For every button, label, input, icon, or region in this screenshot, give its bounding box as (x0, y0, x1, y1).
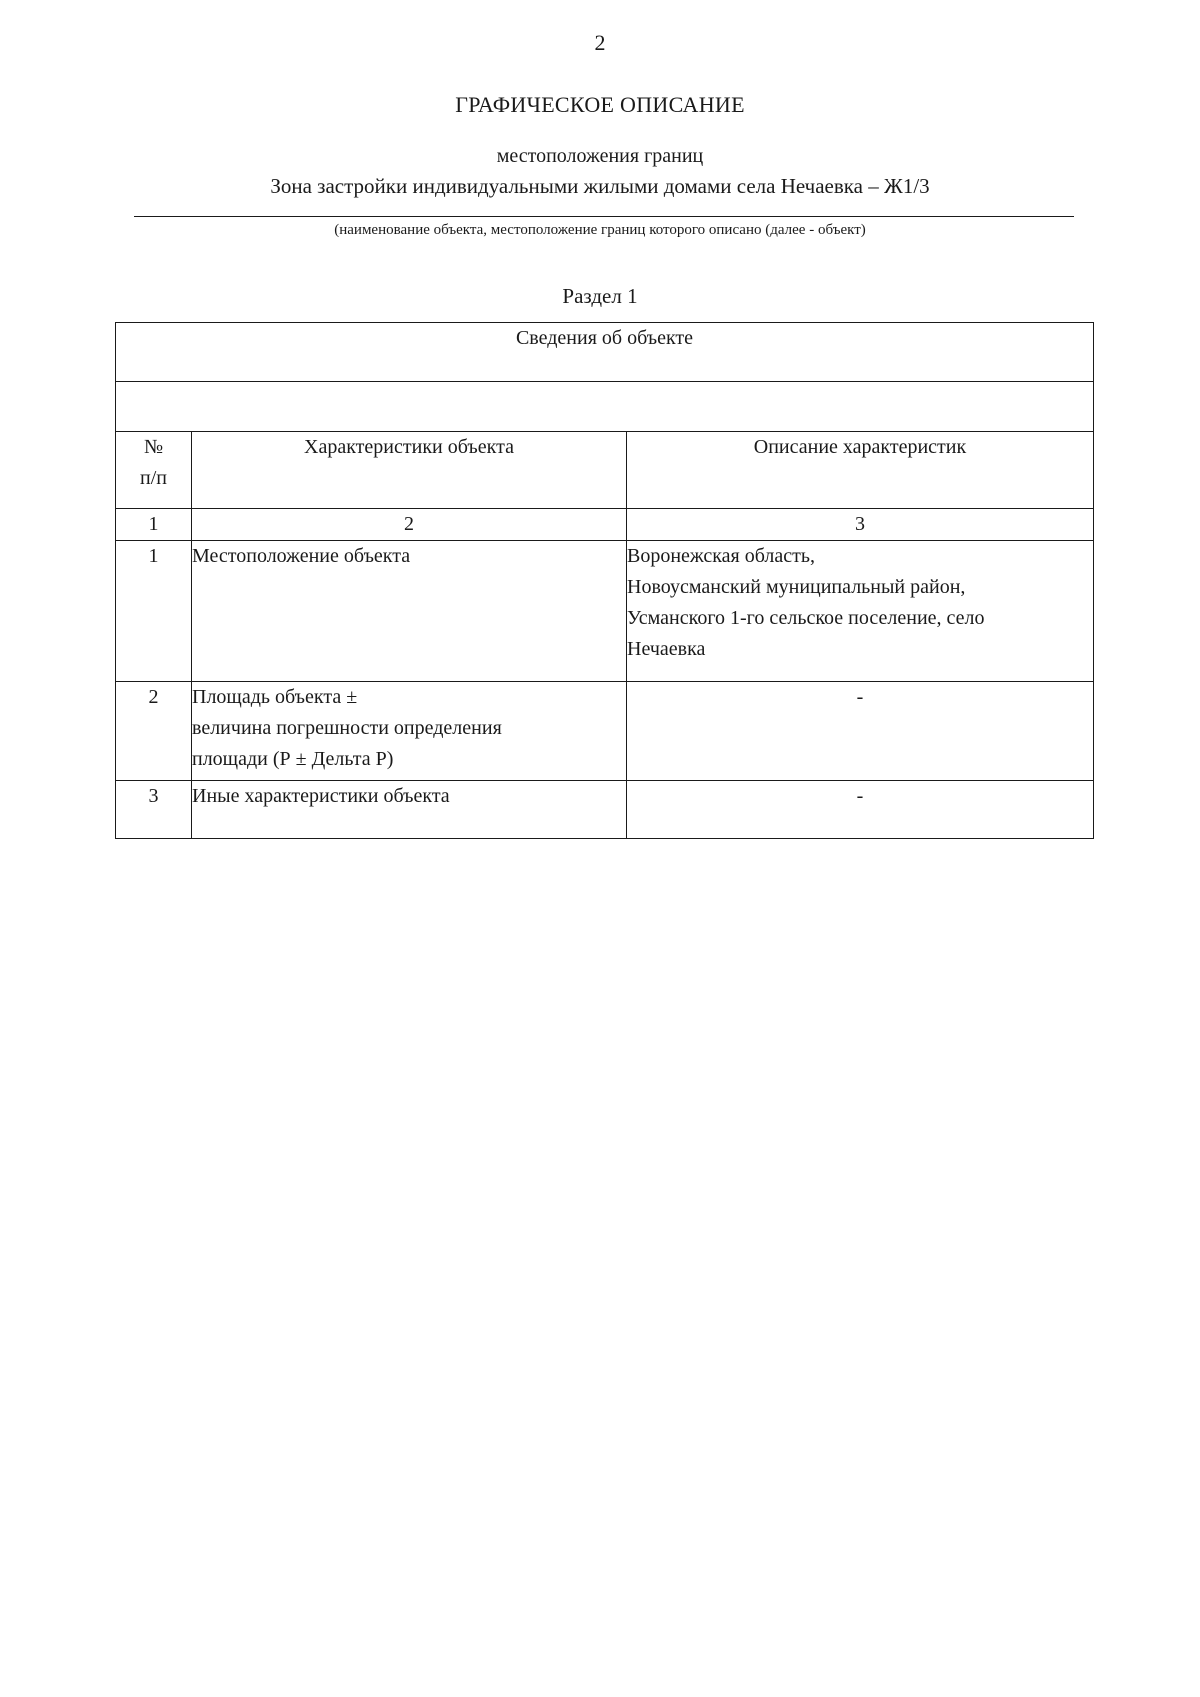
column-header-description: Описание характеристик (627, 432, 1094, 509)
object-name: Зона застройки индивидуальными жилыми домами села Нечаевка – Ж1/3 (270, 174, 930, 198)
row-characteristic (192, 781, 627, 839)
row-description-line: Новоусманский муниципальный район, (627, 576, 966, 598)
table-row (116, 682, 1094, 781)
table-column-index-row (116, 509, 1094, 541)
column-header-number (116, 432, 192, 509)
page-number: 2 (594, 30, 606, 55)
row-description-line: Усманского 1-го сельское поселение, село (627, 607, 985, 629)
column-index: 3 (627, 509, 1094, 541)
row-characteristic-line: Иные характеристики объекта (192, 785, 450, 807)
column-header-number-line1: № (143, 436, 164, 458)
row-number: 3 (116, 781, 192, 839)
column-index: 2 (192, 509, 627, 541)
column-header-number-line2: п/п (140, 467, 167, 489)
row-description: - (627, 682, 1094, 781)
object-info-table (115, 322, 1094, 839)
row-characteristic-line: Площадь объекта ± (192, 686, 358, 708)
table-heading: Сведения об объекте (116, 323, 1094, 382)
row-characteristic-line: Местоположение объекта (192, 545, 411, 567)
row-number: 2 (116, 682, 192, 781)
column-header-characteristics: Характеристики объекта (192, 432, 627, 509)
row-number: 1 (116, 541, 192, 682)
row-characteristic-line: величина погрешности определения (192, 717, 502, 739)
document-title: ГРАФИЧЕСКОЕ ОПИСАНИЕ (455, 92, 745, 117)
row-characteristic (192, 541, 627, 682)
column-index: 1 (116, 509, 192, 541)
object-name-caption: (наименование объекта, местоположение границ которого описано (далее - объект) (334, 222, 866, 238)
section-label: Раздел 1 (562, 284, 638, 308)
table-row (116, 781, 1094, 839)
row-description-line: Воронежская область, (627, 545, 816, 567)
row-characteristic (192, 682, 627, 781)
row-characteristic-line: площади (Р ± Дельта Р) (192, 748, 394, 770)
table-empty-cell (116, 382, 1094, 432)
document-subtitle: местоположения границ (496, 145, 704, 167)
table-empty-row (116, 382, 1094, 432)
table-heading-row (116, 323, 1094, 382)
table-column-headers (116, 432, 1094, 509)
row-description: - (627, 781, 1094, 839)
row-description (627, 541, 1094, 682)
object-name-underline (134, 216, 1074, 217)
table-row (116, 541, 1094, 682)
row-description-line: Нечаевка (627, 638, 706, 660)
